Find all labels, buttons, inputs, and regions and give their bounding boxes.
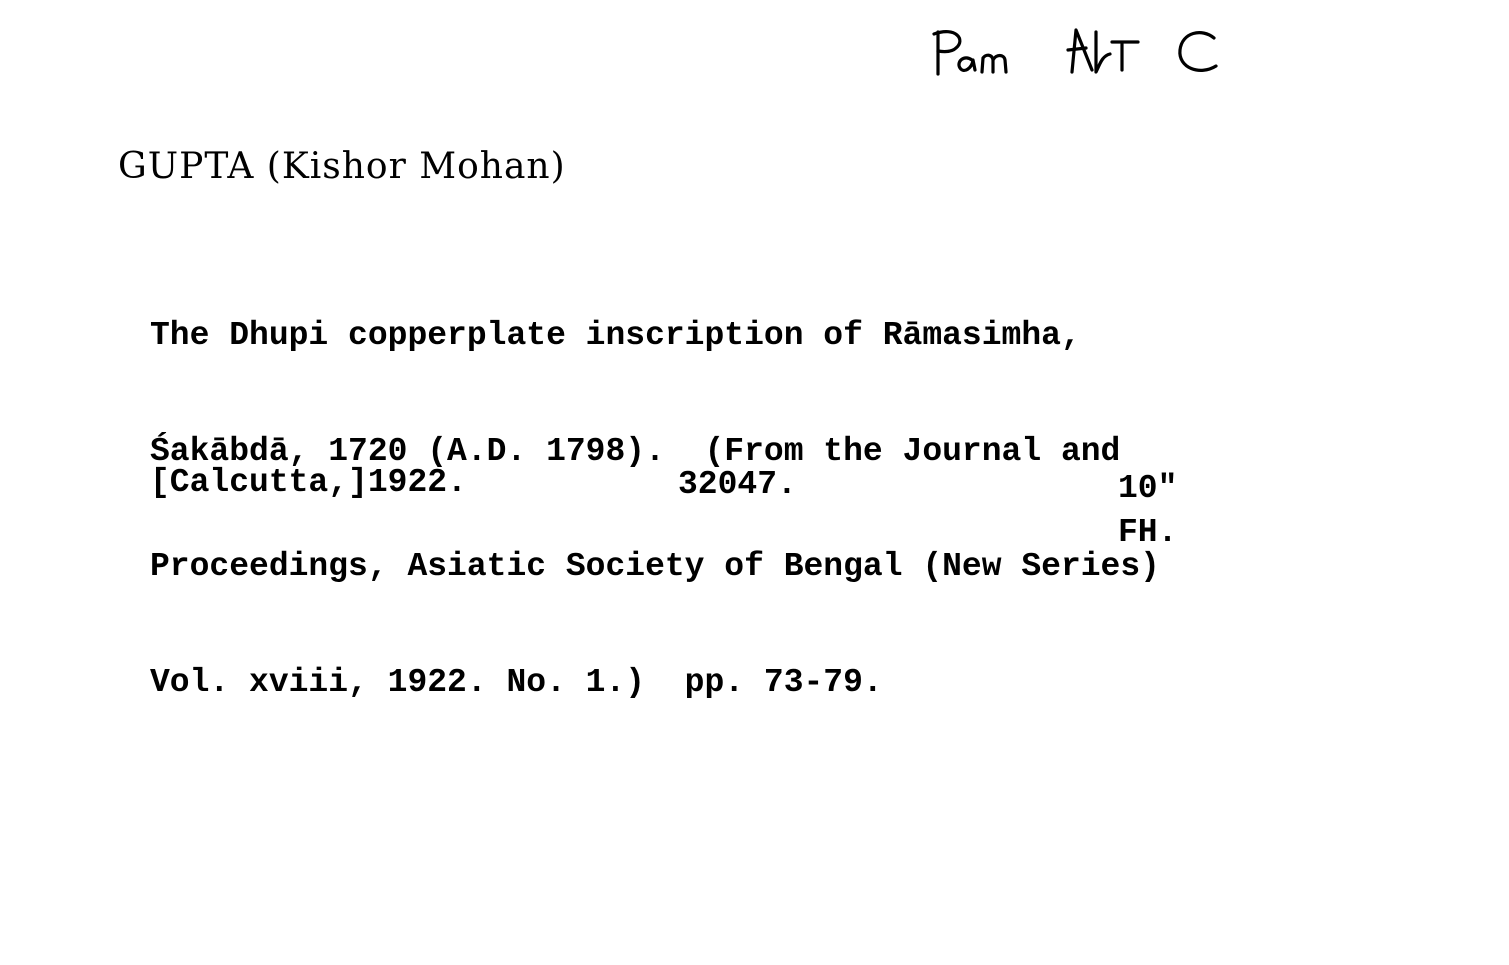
location-code: FH. bbox=[1118, 514, 1178, 551]
title-statement bbox=[150, 240, 1160, 779]
size-note: 10" bbox=[1118, 470, 1178, 507]
title-line: Proceedings, Asiatic Society of Bengal (New Series) bbox=[150, 548, 1160, 585]
main-entry-heading: GUPTA (Kishor Mohan) bbox=[118, 146, 566, 187]
imprint: [Calcutta,]1922. bbox=[150, 464, 467, 501]
accession-number: 32047. bbox=[678, 466, 797, 503]
handwritten-shelf-mark bbox=[926, 14, 1236, 84]
title-line: Vol. xviii, 1922. No. 1.) pp. 73-79. bbox=[150, 663, 883, 701]
handwritten-shelf-mark-drawing bbox=[926, 14, 1236, 84]
title-line: Śakābdā, 1720 (A.D. 1798). (From the Journal and bbox=[150, 432, 1121, 470]
title-line: The Dhupi copperplate inscription of Rāmasimha, bbox=[150, 317, 1081, 354]
